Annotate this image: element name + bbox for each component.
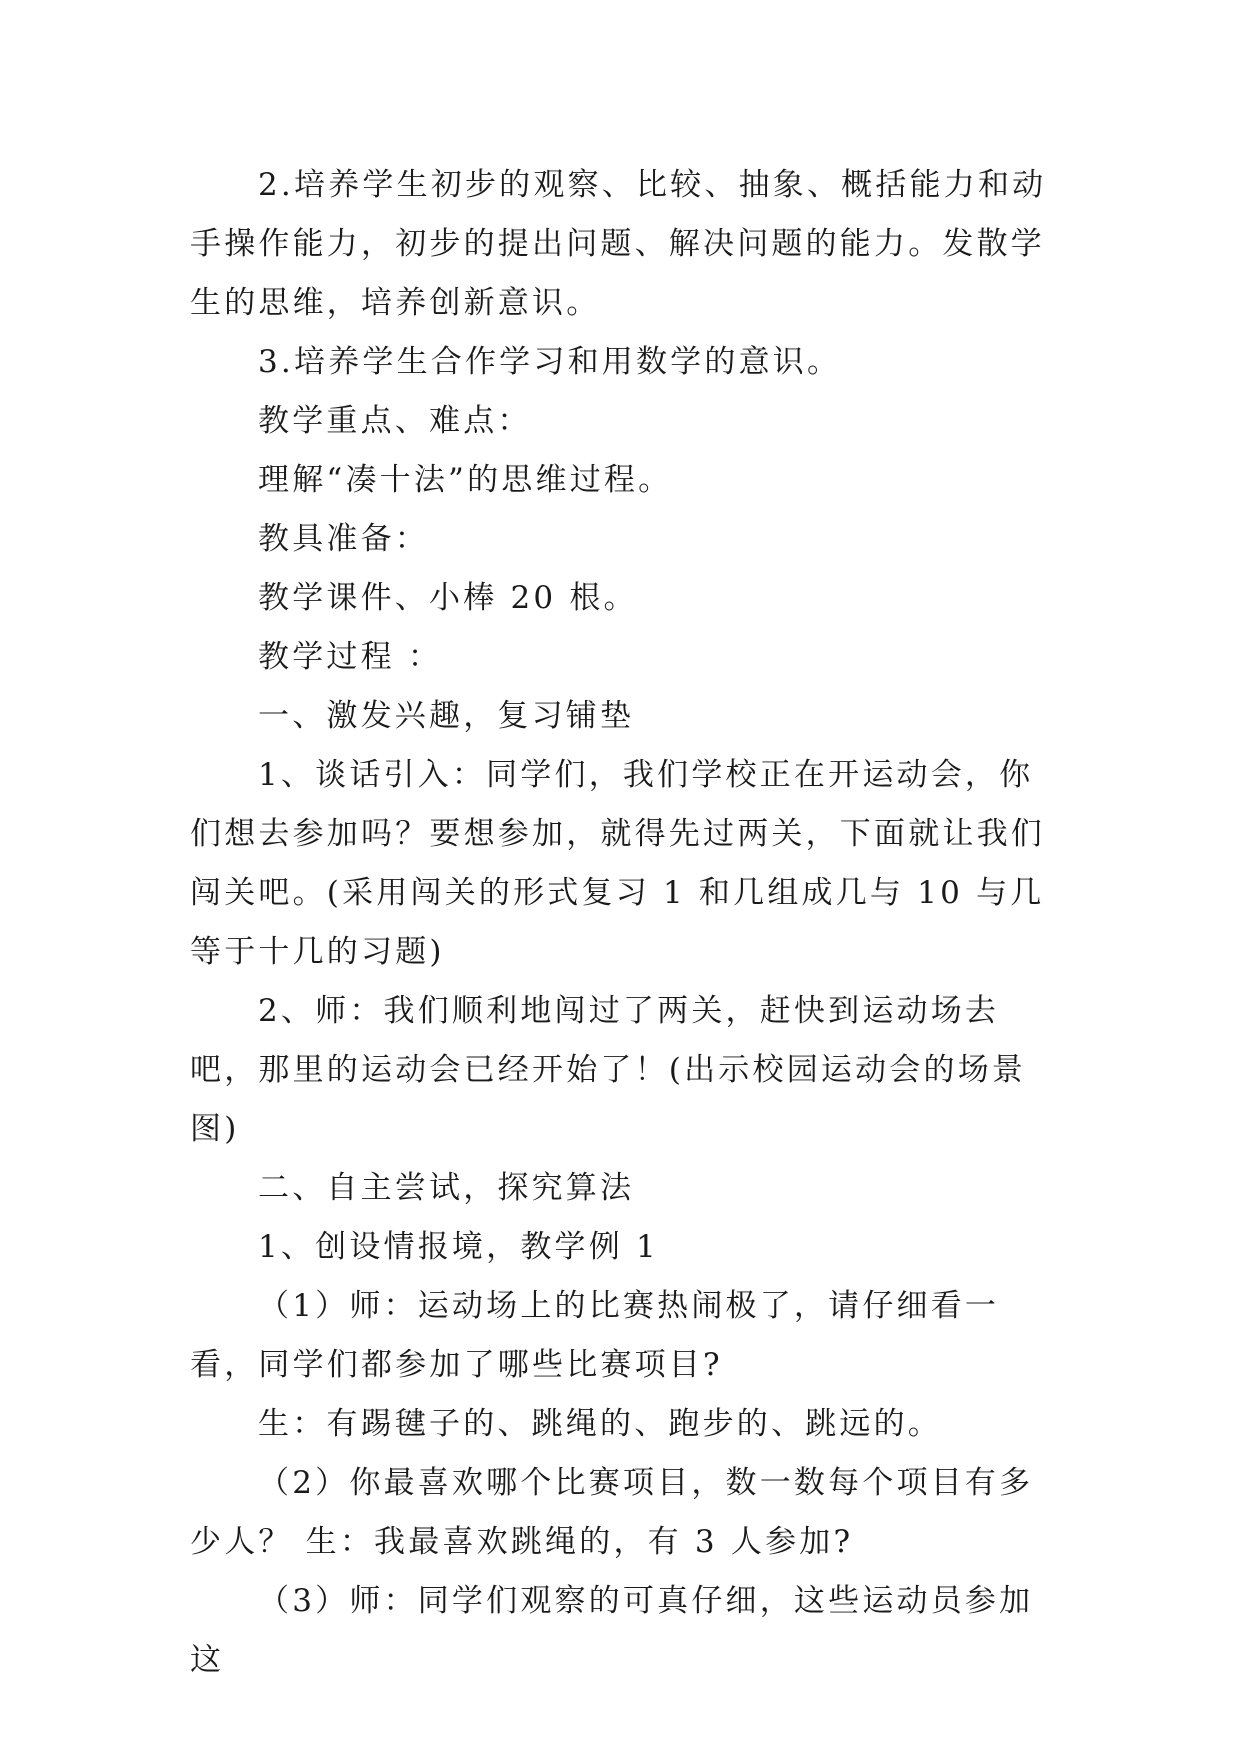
heading-teaching-aids: 教具准备：	[258, 521, 429, 557]
paragraph-question-1: （1）师：运动场上的比赛热闹极了，请仔细看一看，同学们都参加了哪些比赛项目?	[190, 1288, 1000, 1383]
paragraph-objective-3: 3.培养学生合作学习和用数学的意识。	[258, 344, 842, 380]
paragraph-key-points: 理解“凑十法”的思维过程。	[258, 462, 673, 498]
paragraph-answer-1: 生：有踢毽子的、跳绳的、跑步的、跳远的。	[258, 1406, 942, 1442]
paragraph-step-2: 2、师：我们顺利地闯过了两关，赶快到运动场去吧，那里的运动会已经开始了！(出示校园运动会的场景图)	[190, 993, 1027, 1147]
paragraph-objective-2: 2.培养学生初步的观察、比较、抽象、概括能力和动手操作能力，初步的提出问题、解决问题的能力。发散学生的思维，培养创新意识。	[190, 167, 1047, 321]
paragraph-step-1: 1、谈话引入：同学们，我们学校正在开运动会，你们想去参加吗？要想参加，就得先过两关，下面就让我们闯关吧。(采用闯关的形式复习 1 和几组成几与 10 与几等于十几的习题)	[190, 757, 1045, 970]
heading-key-points: 教学重点、难点：	[258, 403, 532, 439]
section-heading-1: 一、激发兴趣，复习铺垫	[258, 698, 635, 734]
paragraph-teaching-aids: 教学课件、小棒 20 根。	[258, 580, 638, 616]
paragraph-example-1: 1、创设情报境，教学例 1	[258, 1229, 659, 1265]
heading-teaching-process: 教学过程 ：	[258, 639, 443, 675]
section-heading-2: 二、自主尝试，探究算法	[258, 1170, 635, 1206]
document-page	[190, 156, 1052, 1690]
paragraph-question-2: （2）你最喜欢哪个比赛项目，数一数每个项目有多少人？ 生：我最喜欢跳绳的，有 3 人参加?	[190, 1465, 1034, 1560]
paragraph-question-3: （3）师：同学们观察的可真仔细，这些运动员参加这	[190, 1583, 1034, 1678]
